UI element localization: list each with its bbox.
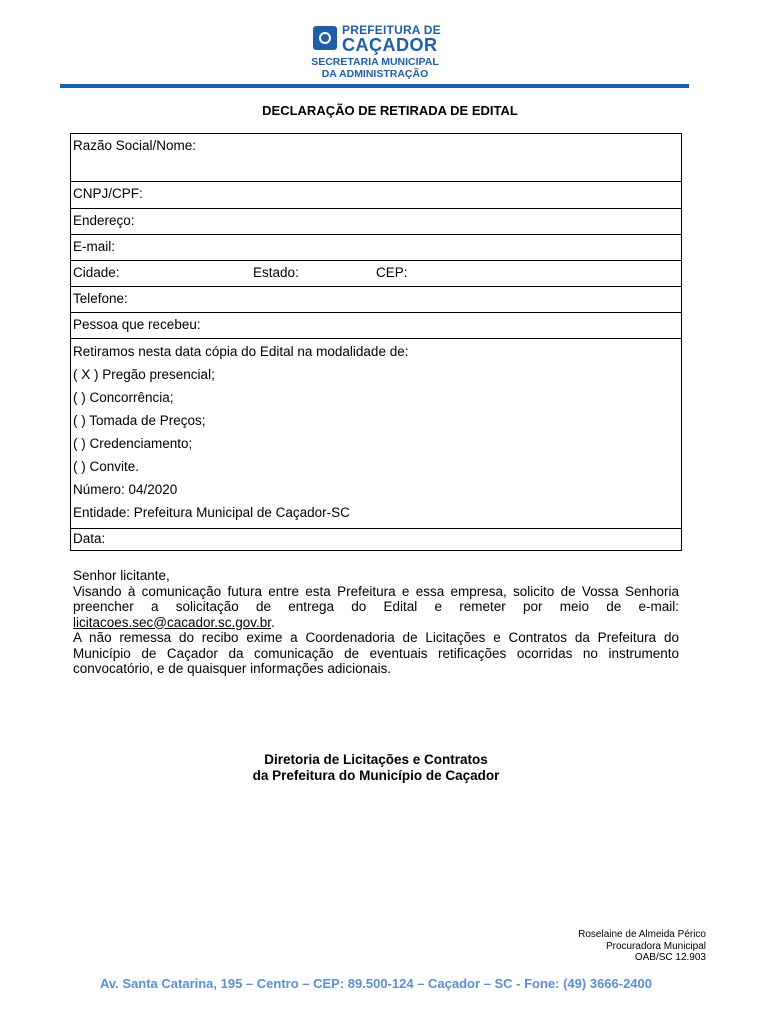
row-telefone xyxy=(71,287,681,313)
estado-label: Estado: xyxy=(253,265,299,280)
paragraph-1-text: Visando à comunicação futura entre esta Prefeitura e essa empresa, solicito de Vossa Senhoria preencher a solicitação de entrega do Edital e remeter por meio de e-mail: xyxy=(73,583,679,614)
logo-line2: CAÇADOR xyxy=(342,35,438,55)
option-credenciamento: ( ) Credenciamento; xyxy=(73,436,193,451)
option-pregao: ( X ) Pregão presencial; xyxy=(73,367,215,382)
instructions-text xyxy=(73,568,679,677)
signature-line1: Diretoria de Licitações e Contratos xyxy=(264,752,488,767)
header-divider xyxy=(60,84,689,88)
email-label: E-mail: xyxy=(73,239,116,254)
row-endereco xyxy=(71,209,681,235)
cnpj-label: CNPJ/CPF: xyxy=(73,186,143,201)
attorney-block xyxy=(500,929,706,964)
cep-label: CEP: xyxy=(376,265,408,280)
document-title: DECLARAÇÃO DE RETIRADA DE EDITAL xyxy=(262,103,518,118)
row-cnpj xyxy=(71,182,681,209)
letterhead xyxy=(0,0,770,90)
paragraph-2: A não remessa do recibo exime a Coordenadoria de Licitações e Contratos da Prefeitura do Município de Caçador da comunicação de eventuais retificações ocorridas no instrumento convocatório, e de quaisquer informações adicionais. xyxy=(73,630,679,676)
row-data xyxy=(71,529,681,550)
signature-block xyxy=(0,752,752,784)
attorney-name: Roselaine de Almeida Périco xyxy=(578,929,706,940)
option-convite: ( ) Convite. xyxy=(73,459,140,474)
cidade-label: Cidade: xyxy=(73,265,120,280)
email-link[interactable]: licitacoes.sec@cacador.sc.gov.br xyxy=(73,614,272,630)
endereco-label: Endereço: xyxy=(73,213,135,228)
row-email xyxy=(71,235,681,261)
row-pessoa xyxy=(71,313,681,339)
attorney-oab: OAB/SC 12.903 xyxy=(634,952,706,963)
form-table xyxy=(70,133,682,551)
prefeitura-logo xyxy=(313,24,441,54)
email-period: . xyxy=(271,614,275,630)
entidade-text: Entidade: Prefeitura Municipal de Caçador-SC xyxy=(73,505,350,520)
logo-subtitle xyxy=(308,56,442,80)
razao-social-label: Razão Social/Nome: xyxy=(73,138,197,153)
modality-block xyxy=(71,339,681,529)
telefone-label: Telefone: xyxy=(73,291,128,306)
logo-sub1: SECRETARIA MUNICIPAL xyxy=(311,56,439,68)
footer-address: Av. Santa Catarina, 195 – Centro – CEP: 89.500-124 – Caçador – SC - Fone: (49) 3666-2400 xyxy=(99,976,653,991)
retiramos-text: Retiramos nesta data cópia do Edital na modalidade de: xyxy=(73,344,409,359)
row-razao-social xyxy=(71,134,681,182)
municipal-emblem-icon xyxy=(313,26,337,50)
numero-text: Número: 04/2020 xyxy=(73,482,178,497)
row-cidade xyxy=(71,261,681,287)
option-concorrencia: ( ) Concorrência; xyxy=(73,390,174,405)
logo-line1: PREFEITURA DE xyxy=(342,23,441,37)
option-tomada-precos: ( ) Tomada de Preços; xyxy=(73,413,206,428)
greeting: Senhor licitante, xyxy=(73,568,170,583)
logo-sub2: DA ADMINISTRAÇÃO xyxy=(321,68,429,80)
paragraph-1 xyxy=(73,584,679,631)
data-label: Data: xyxy=(73,531,106,546)
signature-line2: da Prefeitura do Município de Caçador xyxy=(252,768,500,783)
pessoa-label: Pessoa que recebeu: xyxy=(73,317,201,332)
attorney-role: Procuradora Municipal xyxy=(605,940,706,952)
